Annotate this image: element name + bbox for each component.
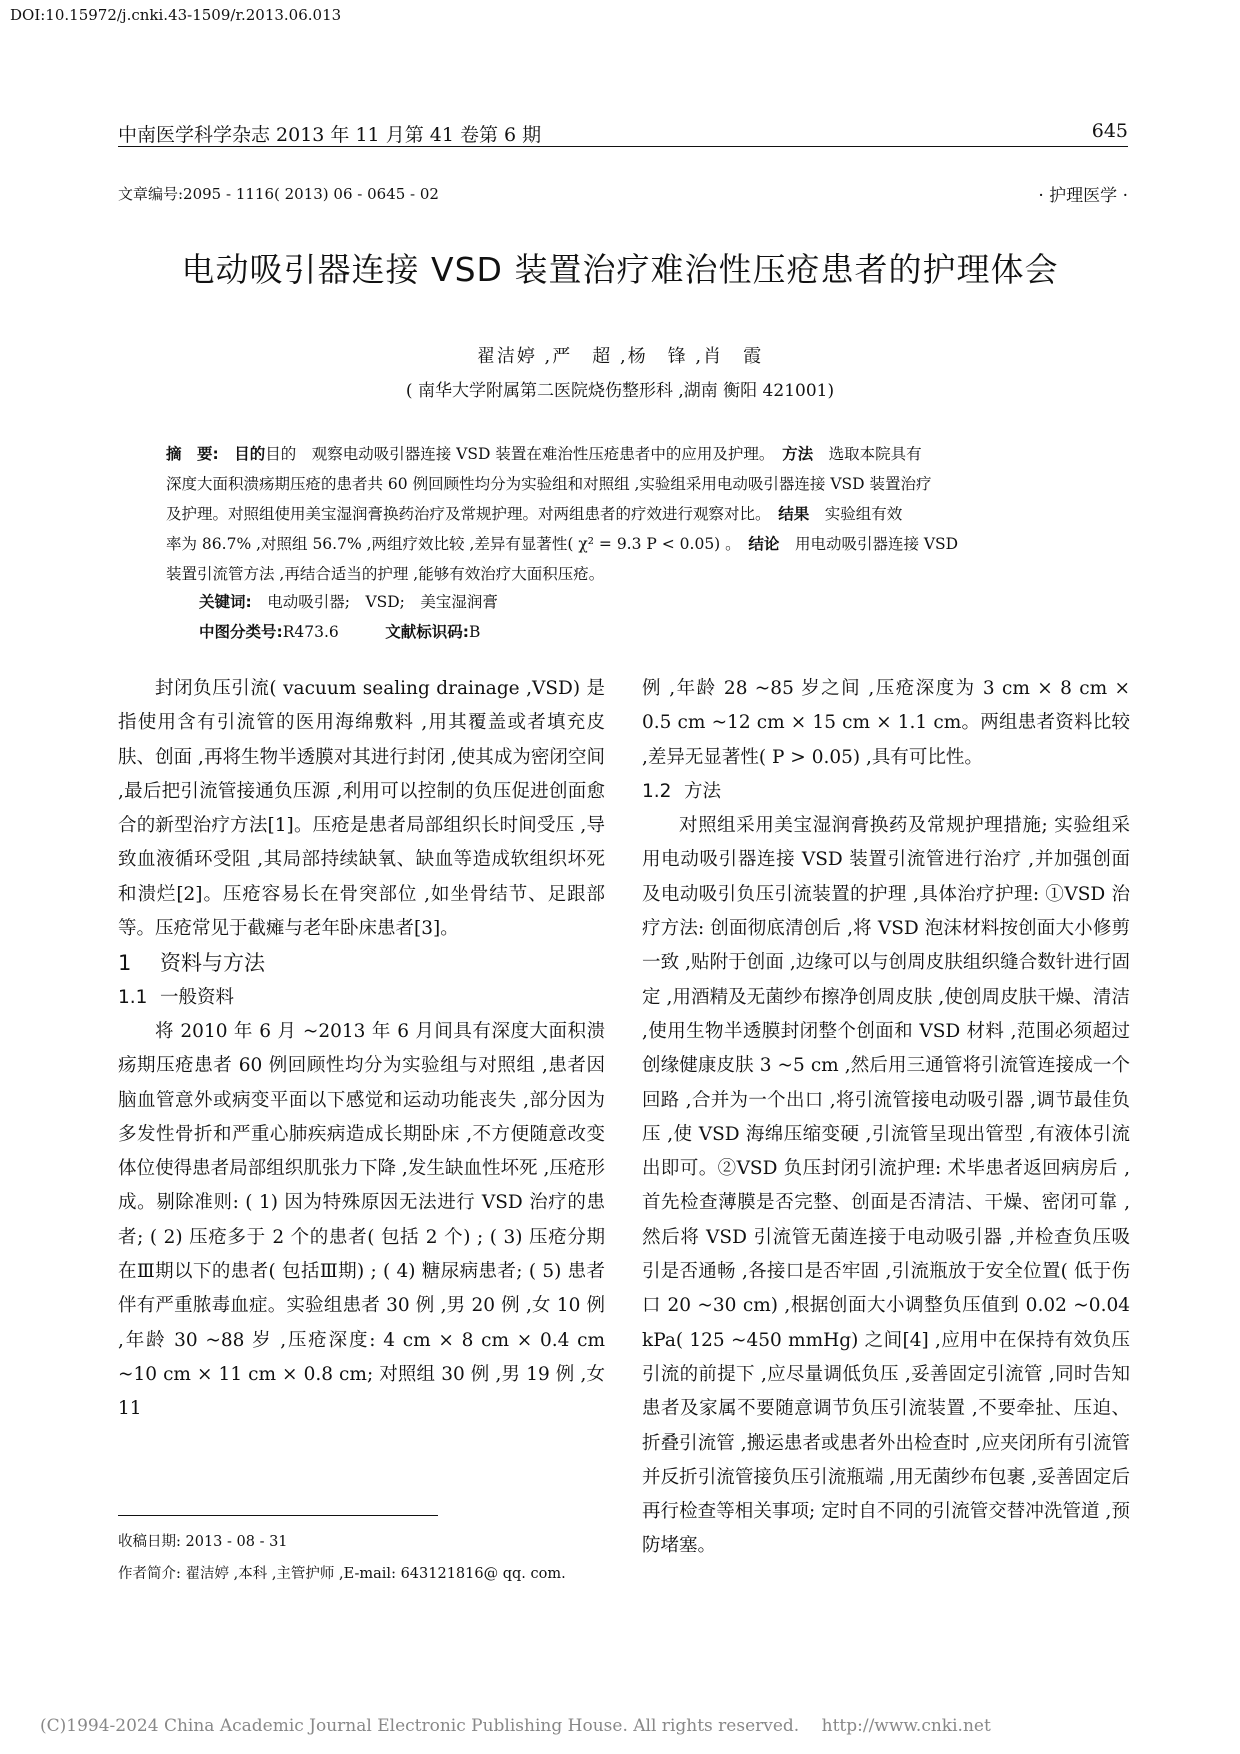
doc-code-label: 文献标识码:	[385, 623, 469, 641]
article-number: 文章编号:2095 - 1116( 2013) 06 - 0645 - 02	[118, 185, 439, 203]
header-rule	[118, 146, 1128, 147]
body-paragraph: 封闭负压引流( vacuum sealing drainage ,VSD) 是指使用含有引流管的医用海绵敷料 ,用其覆盖或者填充皮肤、创面 ,再将生物半透膜对其进行封闭 ,使其成为密闭空间 ,最后把引流管接通负压源 ,利用可以控制的负压促进创面愈合的新型治疗方法[1]。压疮是患者局部组织长时间受压 ,导致血液循环受阻 ,其局部持续缺氧、缺血等造成软组织坏死和溃烂[2]。压疮容易长在骨突部位 ,如坐骨结节、足跟部等。压疮常见于截瘫与老年卧床患者[3]。	[118, 678, 605, 940]
section-tag: · 护理医学 ·	[1038, 186, 1128, 206]
abstract-results-label: 结果	[778, 505, 810, 523]
subsection-heading	[642, 775, 1130, 809]
abstract-methods-label: 方法	[782, 445, 814, 463]
abstract-line	[166, 529, 1094, 559]
clc-value: R473.6	[282, 623, 339, 641]
abstract-conclusion-label: 结论	[748, 535, 780, 553]
abstract-text: 目的 观察电动吸引器连接 VSD 装置在难治性压疮患者中的应用及护理。	[265, 445, 783, 463]
running-header-journal: 中南医学科学杂志 2013 年 11 月第 41 卷第 6 期	[118, 124, 542, 146]
subsection-number: 1.2	[642, 780, 672, 802]
abstract-line	[166, 439, 1094, 469]
doi-line: DOI:10.15972/j.cnki.43-1509/r.2013.06.013	[10, 6, 342, 24]
body-paragraph: 例 ,年龄 28 ~85 岁之间 ,压疮深度为 3 cm × 8 cm × 0.5 cm ~12 cm × 15 cm × 1.1 cm。两组患者资料比较 ,差异无显著性( P > 0.05) ,具有可比性。	[642, 678, 1130, 768]
abstract-line: 深度大面积溃疡期压疮的患者共 60 例回顾性均分为实验组和对照组 ,实验组采用电动吸引器连接 VSD 装置治疗	[166, 475, 932, 493]
abstract-line: 装置引流管方法 ,再结合适当的护理 ,能够有效治疗大面积压疮。	[166, 565, 605, 583]
page-number: 645	[1091, 120, 1128, 142]
abstract-text: 率为 86.7% ,对照组 56.7% ,两组疗效比较 ,差异有显著性( χ² = 9.3 P < 0.05) 。	[166, 535, 749, 553]
footnote-rule	[118, 1515, 438, 1516]
subsection-heading	[118, 981, 605, 1015]
section-title: 资料与方法	[160, 951, 265, 976]
abstract-objective-label: 目的	[234, 445, 266, 463]
body-column-right	[642, 672, 1130, 1564]
affiliation: ( 南华大学附属第二医院烧伤整形科 ,湖南 衡阳 421001)	[405, 381, 835, 401]
keywords-value: 电动吸引器; VSD; 美宝湿润膏	[267, 593, 498, 611]
abstract-line	[166, 499, 1094, 529]
copyright-notice: (C)1994-2024 China Academic Journal Electronic Publishing House. All rights reserved. http://www.cnki.net	[40, 1716, 991, 1736]
clc-label: 中图分类号:	[199, 623, 283, 641]
body-paragraph: 将 2010 年 6 月 ~2013 年 6 月间具有深度大面积溃疡期压疮患者 60 例回顾性均分为实验组与对照组 ,患者因脑血管意外或病变平面以下感觉和运动功能丧失 ,部分因为多发性骨折和严重心肺疾病造成长期卧床 ,不方便随意改变体位使得患者局部组织肌张力下降 ,发生缺血性坏死 ,压疮形成。剔除准则: ( 1) 因为特殊原因无法进行 VSD 治疗的患者; ( 2) 压疮多于 2 个的患者( 包括 2 个) ; ( 3) 压疮分期在Ⅲ期以下的患者( 包括Ⅲ期) ; ( 4) 糖尿病患者; ( 5) 患者伴有严重脓毒血症。实验组患者 30 例 ,男 20 例 ,女 10 例 ,年龄 30 ~88 岁 ,压疮深度: 4 cm × 8 cm × 0.4 cm ~10 cm × 11 cm × 0.8 cm; 对照组 30 例 ,男 19 例 ,女 11	[118, 1020, 605, 1420]
abstract-text: 及护理。对照组使用美宝湿润膏换药治疗及常规护理。对两组患者的疗效进行观察对比。	[166, 505, 779, 523]
keywords-label: 关键词:	[199, 593, 252, 611]
doc-code-value: B	[468, 623, 481, 641]
article-title: 电动吸引器连接 VSD 装置治疗难治性压疮患者的护理体会	[181, 250, 1059, 289]
body-paragraph: 对照组采用美宝湿润膏换药及常规护理措施; 实验组采用电动吸引器连接 VSD 装置引流管进行治疗 ,并加强创面及电动吸引负压引流装置的护理 ,具体治疗护理: ①VSD 治疗方法: 创面彻底清创后 ,将 VSD 泡沫材料按创面大小修剪一致 ,贴附于创面 ,边缘可以与创周皮肤组织缝合数针进行固定 ,用酒精及无菌纱布擦净创周皮肤 ,使创周皮肤干燥、清洁 ,使用生物半透膜封闭整个创面和 VSD 材料 ,范围必须超过创缘健康皮肤 3 ~5 cm ,然后用三通管将引流管连接成一个回路 ,合并为一个出口 ,将引流管接电动吸引器 ,调节最佳负压 ,使 VSD 海绵压缩变硬 ,引流管呈现出管型 ,有液体引流出即可。②VSD 负压封闭引流护理: 术毕患者返回病房后 ,首先检查薄膜是否完整、创面是否清洁、干燥、密闭可靠 ,然后将 VSD 引流管无菌连接于电动吸引器 ,并检查负压吸引是否通畅 ,各接口是否牢固 ,引流瓶放于安全位置( 低于伤口 20 ~30 cm) ,根据创面大小调整负压值到 0.02 ~0.04 kPa( 125 ~450 mmHg) 之间[4] ,应用中在保持有效负压引流的前提下 ,应尽量调低负压 ,妥善固定引流管 ,同时告知患者及家属不要随意调节负压引流装置 ,不要牵扯、压迫、折叠引流管 ,搬运患者或患者外出检查时 ,应夹闭所有引流管并反折引流管接负压引流瓶端 ,用无菌纱布包裹 ,妥善固定后再行检查等相关事项; 定时自不同的引流管交替冲洗管道 ,预防堵塞。	[642, 815, 1130, 1557]
abstract	[166, 439, 1094, 589]
section-number: 1	[118, 951, 132, 976]
authors: 翟洁婷 ,严 超 ,杨 锋 ,肖 霞	[476, 346, 764, 367]
abstract-text: 用电动吸引器连接 VSD	[794, 535, 959, 553]
abstract-text: 选取本院具有	[828, 445, 922, 463]
subsection-number: 1.1	[118, 986, 148, 1008]
footnote-received-date: 收稿日期: 2013 - 08 - 31	[118, 1534, 288, 1550]
section-heading	[118, 946, 605, 980]
abstract-label: 摘 要:	[166, 445, 219, 463]
keywords	[199, 590, 498, 612]
subsection-title: 一般资料	[160, 986, 235, 1008]
body-column-left	[118, 672, 605, 1427]
abstract-text: 实验组有效	[824, 505, 903, 523]
classification	[199, 620, 480, 642]
subsection-title: 方法	[684, 780, 722, 802]
footnote-author-info: 作者简介: 翟洁婷 ,本科 ,主管护师 ,E-mail: 643121816@ qq. com.	[118, 1566, 566, 1582]
